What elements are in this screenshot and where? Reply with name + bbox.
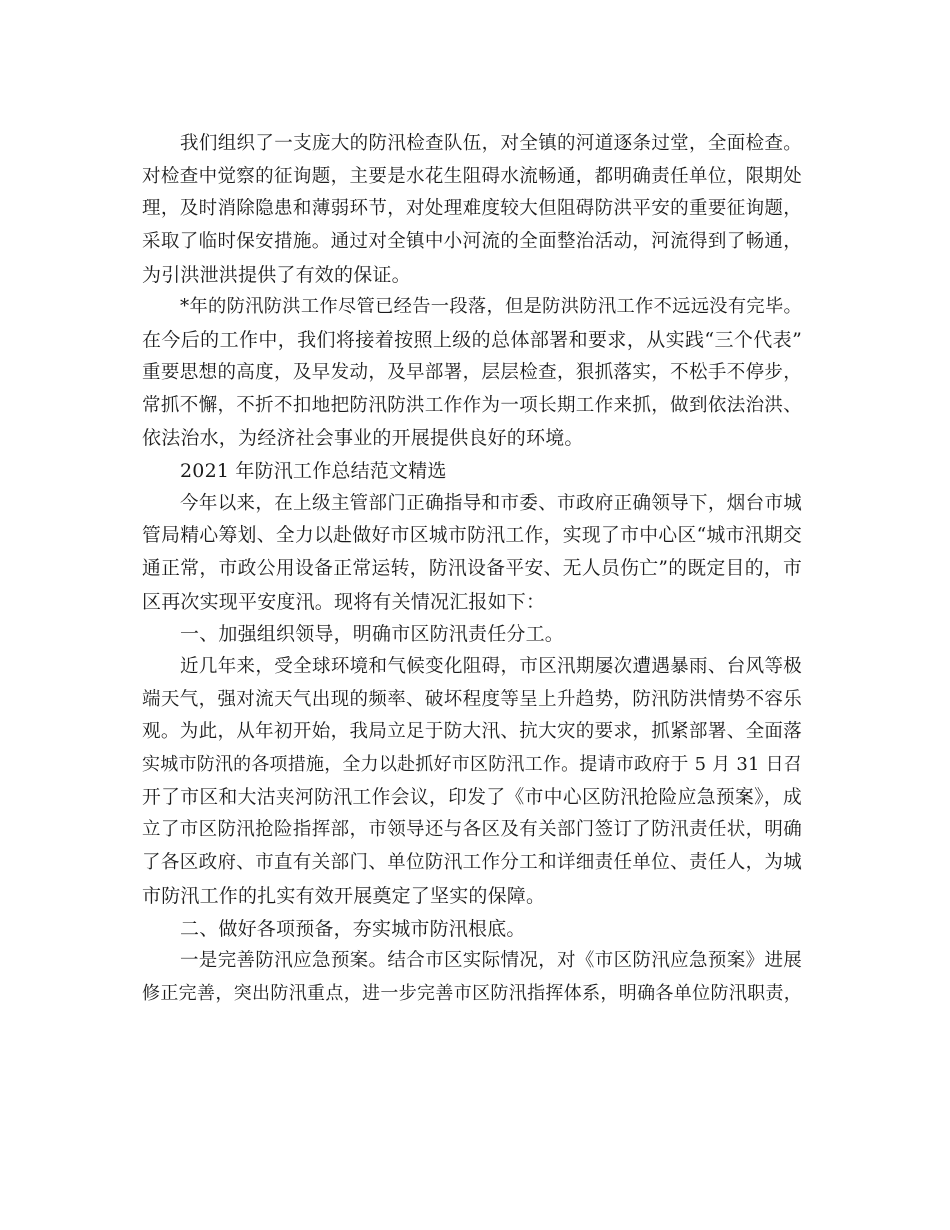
text-line: 在今后的工作中，我们将接着按照上级的总体部署和要求，从实践“三个代表” bbox=[142, 329, 802, 352]
document-body bbox=[142, 128, 802, 1011]
text-line: 端天气，强对流天气出现的频率、破坏程度等呈上升趋势，防汛防洪情势不容乐 bbox=[142, 688, 802, 710]
text-line: 一、加强组织领导，明确市区防汛责任分工。 bbox=[180, 623, 565, 646]
text-line: 一是完善防汛应急预案。结合市区实际情况，对《市区防汛应急预案》进展 bbox=[180, 950, 802, 972]
text-line: 今年以来，在上级主管部门正确指导和市委、市政府正确领导下，烟台市城 bbox=[180, 492, 802, 514]
text-line: 常抓不懈，不折不扣地把防汛防洪工作作为一项长期工作来抓，做到依法治洪、 bbox=[142, 394, 802, 416]
text-line: 二、做好各项预备，夯实城市防汛根底。 bbox=[180, 917, 526, 940]
text-line: 实城市防汛的各项措施，全力以赴抓好市区防汛工作。提请市政府于 5 月 31 日召 bbox=[142, 754, 802, 776]
text-line: 理，及时消除隐患和薄弱环节，对处理难度较大但阻碍防洪平安的重要征询题， bbox=[142, 198, 802, 220]
text-line: 观。为此，从年初开始，我局立足于防大汛、抗大灾的要求，抓紧部署、全面落 bbox=[142, 721, 802, 743]
text-line: 修正完善，突出防汛重点，进一步完善市区防汛指挥体系，明确各单位防汛职责， bbox=[142, 982, 802, 1004]
text-line: 重要思想的高度，及早发动，及早部署，层层检查，狠抓落实，不松手不停步， bbox=[142, 361, 802, 383]
text-line: 了各区政府、市直有关部门、单位防汛工作分工和详细责任单位、责任人，为城 bbox=[142, 852, 802, 874]
text-line: 管局精心筹划、全力以赴做好市区城市防汛工作，实现了市中心区“城市汛期交 bbox=[142, 525, 802, 547]
text-line: 采取了临时保安措施。通过对全镇中小河流的全面整治活动，河流得到了畅通， bbox=[142, 231, 802, 253]
text-line: *年的防汛防洪工作尽管已经告一段落，但是防洪防汛工作不远远没有完毕。 bbox=[180, 296, 802, 318]
text-line: 依法治水，为经济社会事业的开展提供良好的环境。 bbox=[142, 427, 584, 450]
text-line: 对检查中觉察的征询题，主要是水花生阻碍水流畅通，都明确责任单位，限期处 bbox=[142, 165, 802, 187]
text-line: 通正常，市政公用设备正常运转，防汛设备平安、无人员伤亡”的既定目的，市 bbox=[142, 557, 802, 579]
text-line: 2021 年防汛工作总结范文精选 bbox=[180, 459, 447, 482]
text-line: 立了市区防汛抢险指挥部，市领导还与各区及有关部门签订了防汛责任状，明确 bbox=[142, 819, 802, 841]
text-line: 区再次实现平安度汛。现将有关情况汇报如下： bbox=[142, 590, 546, 613]
text-line: 市防汛工作的扎实有效开展奠定了坚实的保障。 bbox=[142, 884, 546, 907]
text-line: 我们组织了一支庞大的防汛检查队伍，对全镇的河道逐条过堂，全面检查。 bbox=[180, 133, 802, 154]
text-line: 近几年来，受全球环境和气候变化阻碍，市区汛期屡次遭遇暴雨、台风等极 bbox=[180, 656, 802, 677]
text-line: 为引洪泄洪提供了有效的保证。 bbox=[142, 263, 411, 286]
text-line: 开了市区和大沽夹河防汛工作会议，印发了《市中心区防汛抢险应急预案》，成 bbox=[142, 786, 802, 808]
